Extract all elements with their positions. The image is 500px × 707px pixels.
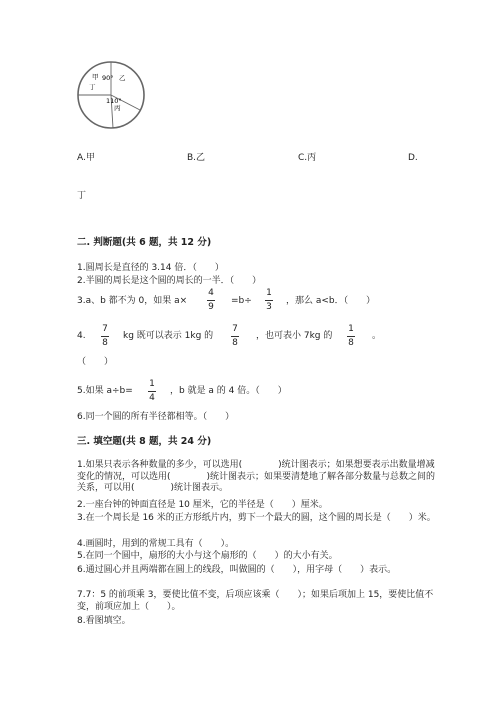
judge-q3-pre: 3.a、b 都不为 0，如果 a× — [77, 296, 188, 306]
frac-denominator: 8 — [102, 338, 108, 349]
fill-q5: 5.在同一个圆中，扇形的大小与这个扇形的（ ）的大小有关。 — [77, 551, 338, 561]
frac-numerator: 7 — [232, 324, 238, 334]
judge-q4-mid1: kg 既可以表示 1kg 的 — [123, 331, 214, 341]
frac-denominator: 3 — [266, 302, 272, 313]
frac-numerator: 4 — [208, 288, 214, 298]
choice-c: C.丙 — [298, 153, 317, 163]
frac-denominator: 8 — [348, 338, 354, 349]
judge-q3-frac2 — [262, 289, 276, 313]
judge-q5-frac — [145, 380, 159, 404]
section3-title: 三. 填空题(共 8 题，共 24 分) — [77, 436, 212, 447]
pie-label-yi: 乙 — [119, 74, 126, 82]
choice-a: A.甲 — [77, 153, 95, 163]
judge-q3-frac1 — [204, 289, 218, 313]
frac-denominator: 8 — [232, 338, 238, 349]
fill-q8: 8.看图填空。 — [77, 616, 131, 626]
choice-b: B.乙 — [187, 153, 206, 163]
frac-numerator: 1 — [266, 288, 272, 298]
section2-title: 二. 判断题(共 6 题，共 12 分) — [77, 237, 212, 248]
pie-angle-90: 90° — [102, 74, 114, 82]
judge-q4-pre: 4. — [77, 331, 86, 341]
judge-q4-mid2: ，也可表小 7kg 的 — [256, 331, 333, 341]
judge-q1: 1.圆周长是直径的 3.14 倍．（ ） — [77, 263, 224, 273]
pie-label-bing: 丙 — [114, 104, 121, 112]
fill-q6: 6.通过圆心并且两端都在圆上的线段，叫做圆的（ ），用字母（ ）表示。 — [77, 565, 397, 575]
fill-q7: 7.7：5 的前项乘 3，要使比值不变，后项应该乘（ ）；如果后项加上 15，要使比值不变，前项应加上（ ）。 — [77, 590, 434, 612]
judge-q3-mid: =b÷ — [231, 296, 252, 306]
judge-q3-post: ，那么 a<b．（ ） — [286, 296, 376, 306]
choice-d: D. — [408, 153, 418, 163]
choice-d-continued: 丁 — [77, 191, 87, 201]
frac-denominator: 9 — [208, 302, 214, 313]
frac-numerator: 1 — [149, 379, 155, 389]
judge-q4-frac3 — [344, 325, 358, 349]
judge-q6: 6.同一个圆的所有半径都相等。（ ） — [77, 412, 235, 422]
pie-angle-110: 110° — [106, 97, 122, 105]
fill-q3: 3.在一个周长是 16 米的正方形纸片内，剪下一个最大的圆，这个圆的周长是（ ）米。 — [77, 513, 436, 523]
judge-q5-post: ，b 就是 a 的 4 倍。（ ） — [170, 386, 287, 396]
judge-q2: 2.半圆的周长是这个圆的周长的一半．（ ） — [77, 276, 262, 286]
judge-q5-pre: 5.如果 a÷b= — [77, 386, 133, 396]
pie-label-ding: 丁 — [89, 83, 96, 91]
fill-q2: 2.一座台钟的钟面直径是 10 厘米，它的半径是（ ）厘米。 — [77, 500, 328, 510]
frac-numerator: 7 — [102, 324, 108, 334]
judge-q4-paren: （ ） — [77, 357, 114, 367]
judge-q4-frac2 — [228, 325, 242, 349]
fill-q1: 1.如果只表示各种数量的多少，可以选用( )统计图表示；如果想要表示出数量增减变化的情况，可以选用( )统计图表示；如果要清楚地了解各部分数量与总数之间的关系，可以用( )统计图表示。 — [77, 460, 436, 494]
judge-q4-post: 。 — [372, 331, 382, 341]
pie-label-jia: 甲 — [92, 73, 99, 81]
judge-q4-frac1 — [98, 325, 112, 349]
frac-denominator: 4 — [149, 393, 155, 404]
pie-figure — [76, 60, 146, 130]
frac-numerator: 1 — [348, 324, 354, 334]
fill-q4: 4.画圆时，用到的常规工具有（ ）。 — [77, 539, 235, 549]
